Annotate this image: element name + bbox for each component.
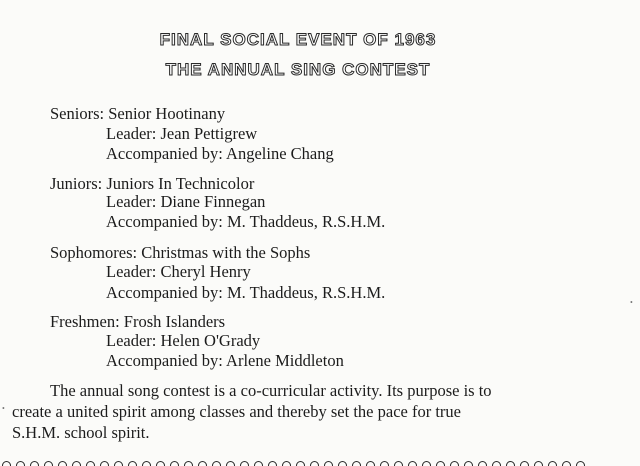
border-ring xyxy=(296,461,305,466)
freshmen-accompanist: Accompanied by: Arlene Middleton xyxy=(106,351,344,370)
border-ring xyxy=(58,461,67,466)
border-ring xyxy=(72,461,81,466)
border-ring xyxy=(254,461,263,466)
border-ring xyxy=(506,461,515,466)
border-ring xyxy=(520,461,529,466)
border-ring xyxy=(184,461,193,466)
freshmen-leader: Leader: Helen O'Grady xyxy=(106,331,261,350)
border-ring xyxy=(170,461,179,466)
border-ring xyxy=(2,461,11,466)
border-ring xyxy=(380,461,389,466)
juniors-accompanist: Accompanied by: M. Thaddeus, R.S.H.M. xyxy=(106,212,386,231)
paragraph-line-2: create a united spirit among classes and thereby set the pace for true xyxy=(12,402,461,421)
scan-speck: • xyxy=(2,404,5,413)
freshmen-heading: Freshmen: Frosh Islanders xyxy=(50,312,226,331)
border-ring xyxy=(352,461,361,466)
sophomores-accompanist: Accompanied by: M. Thaddeus, R.S.H.M. xyxy=(106,283,386,302)
border-ring xyxy=(548,461,557,466)
border-ring xyxy=(478,461,487,466)
border-ring xyxy=(576,461,585,466)
border-ring xyxy=(30,461,39,466)
border-ring xyxy=(114,461,123,466)
border-ring xyxy=(44,461,53,466)
border-ring xyxy=(86,461,95,466)
border-ring xyxy=(310,461,319,466)
border-ring xyxy=(408,461,417,466)
border-ring xyxy=(128,461,137,466)
title-line-1: FINAL SOCIAL EVENT OF 1963 xyxy=(159,30,437,49)
border-ring xyxy=(240,461,249,466)
scan-speck: • xyxy=(630,298,633,307)
border-ring xyxy=(534,461,543,466)
border-ring xyxy=(422,461,431,466)
border-ring xyxy=(492,461,501,466)
decorative-ring-border xyxy=(2,457,602,466)
border-ring xyxy=(198,461,207,466)
paragraph-line-1: The annual song contest is a co-curricular activity. Its purpose is to xyxy=(50,381,492,400)
border-ring xyxy=(450,461,459,466)
border-ring xyxy=(394,461,403,466)
border-ring xyxy=(436,461,445,466)
juniors-heading: Juniors: Juniors In Technicolor xyxy=(50,174,255,193)
juniors-leader: Leader: Diane Finnegan xyxy=(106,192,266,211)
border-ring xyxy=(16,461,25,466)
seniors-leader: Leader: Jean Pettigrew xyxy=(106,124,258,143)
border-ring xyxy=(226,461,235,466)
border-ring xyxy=(268,461,277,466)
seniors-accompanist: Accompanied by: Angeline Chang xyxy=(106,144,334,163)
border-ring xyxy=(282,461,291,466)
border-ring xyxy=(156,461,165,466)
sophomores-leader: Leader: Cheryl Henry xyxy=(106,262,251,281)
border-ring xyxy=(338,461,347,466)
border-ring xyxy=(212,461,221,466)
border-ring xyxy=(366,461,375,466)
sophomores-heading: Sophomores: Christmas with the Sophs xyxy=(50,243,311,262)
border-ring xyxy=(464,461,473,466)
paragraph-line-3: S.H.M. school spirit. xyxy=(12,423,150,442)
border-ring xyxy=(100,461,109,466)
border-ring xyxy=(142,461,151,466)
seniors-heading: Seniors: Senior Hootinany xyxy=(50,104,226,123)
border-ring xyxy=(562,461,571,466)
title-line-2: THE ANNUAL SING CONTEST xyxy=(165,60,431,79)
border-ring xyxy=(324,461,333,466)
